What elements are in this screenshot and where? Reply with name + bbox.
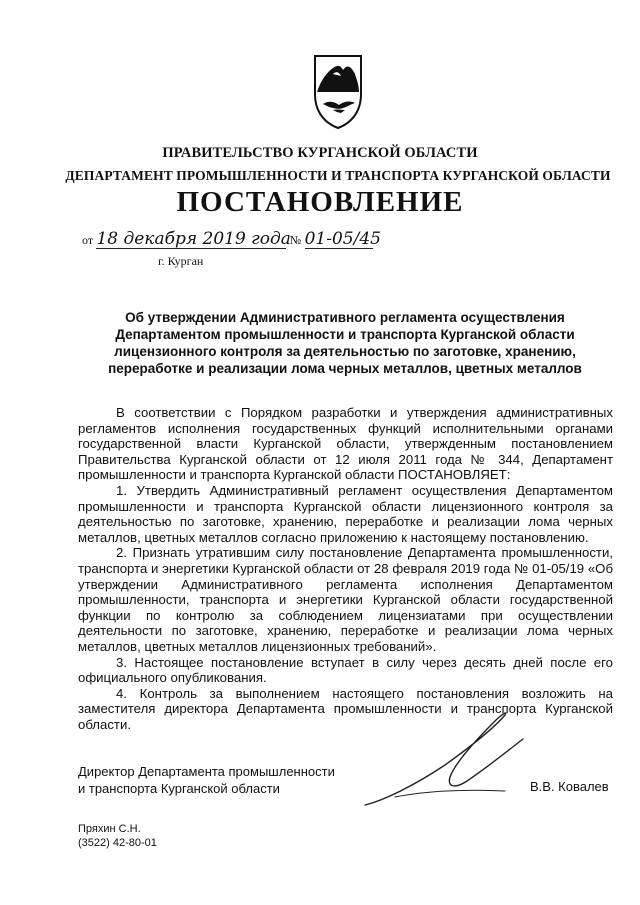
government-name: ПРАВИТЕЛЬСТВО КУРГАНСКОЙ ОБЛАСТИ [162, 145, 478, 161]
signature-icon [355, 705, 530, 813]
document-type-heading: ПОСТАНОВЛЕНИЕ [176, 186, 464, 218]
clause-3-paragraph: 3. Настоящее постановление вступает в силу через десять дней после его официального опубликования. [78, 654, 613, 686]
city-label: г. Курган [158, 254, 204, 268]
signatory-position: Директор Департамента промышленности и транспорта Курганской области [78, 764, 335, 796]
executor-block [78, 822, 157, 850]
document-title: Об утверждении Административного регламента осуществления Департаментом промышленности и транспорта Курганской области лицензионного контроля за деятельностью по заготовке, хранению, переработке и реализации лома черных металлов, цветных металлов [108, 310, 582, 376]
document-body [78, 405, 613, 732]
number-prefix: № [289, 233, 302, 247]
clause-1-paragraph: 1. Утвердить Административный регламент осуществления Департаментом промышленности и транспорта Курганской области лицензионного контроля за деятельностью по заготовке, хранению, переработке и реализации лома черных металлов, цветных металлов согласно приложению к настоящему постановлению. [78, 482, 613, 545]
coat-of-arms-icon [311, 52, 365, 130]
signatory-name: В.В. Ковалев [530, 779, 609, 794]
department-name: ДЕПАРТАМЕНТ ПРОМЫШЛЕННОСТИ И ТРАНСПОРТА КУРГАНСКОЙ ОБЛАСТИ [65, 168, 611, 183]
executor-phone: (3522) 42-80-01 [78, 837, 157, 849]
clause-2-paragraph: 2. Признать утратившим силу постановление Департамента промышленности, транспорта и энергетики Курганской области от 28 февраля 2019 года № 01-05/19 «Об утверждении Административного регламента исполнения Департаментом промышленности, транспорта и энергетики Курганской области государственной функции по контролю за соблюдением лицензиатами при осуществлении деятельности по заготовке, хранению, переработке и реализации лома черных металлов, цветных металлов лицензионных требований». [78, 545, 613, 654]
preamble-paragraph: В соответствии с Порядком разработки и утверждения административных регламентов исполнения государственных функций исполнительными органами государственной власти Курганской области, утвержденным постановлением Правительства Курганской области от 12 июля 2011 года № 344, Департамент промышленности и транспорта Курганской области ПОСТАНОВЛЯЕТ: [78, 405, 613, 483]
handwritten-date: 18 декабря 2019 года [96, 229, 291, 249]
clause-4-paragraph: 4. Контроль за выполнением настоящего постановления возложить на заместителя директора Департамента промышленности и транспорта Курганской области. [78, 685, 613, 732]
date-number-row [82, 229, 381, 249]
handwritten-document-number: 01-05/45 [304, 229, 381, 249]
executor-name: Пряхин С.Н. [78, 823, 141, 835]
date-prefix: от [82, 233, 94, 247]
